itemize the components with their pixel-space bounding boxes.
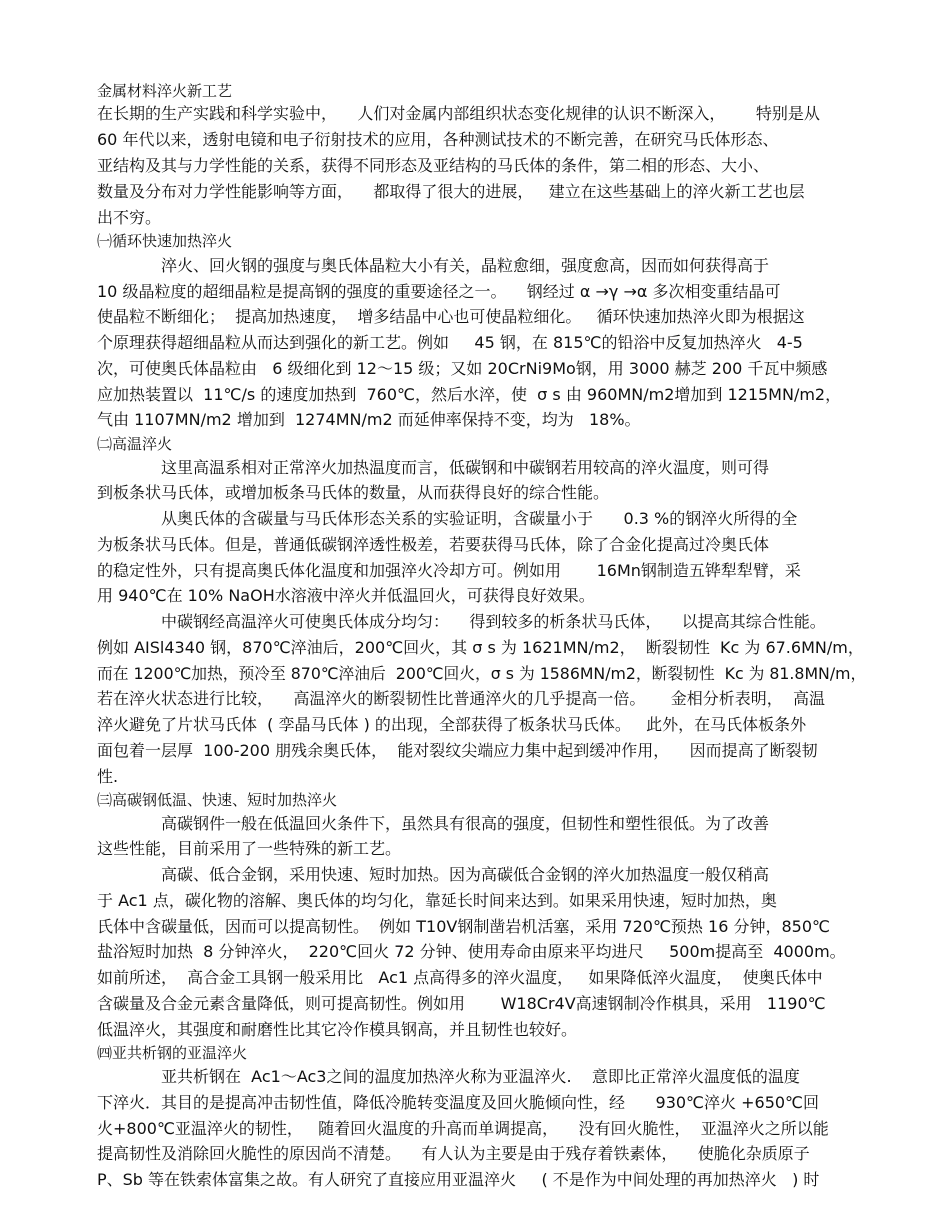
- body-line: 到板条状马氏体，或增加板条马氏体的数量，从而获得良好的综合性能。: [97, 483, 610, 502]
- body-line: 为板条状马氏体。但是，普通低碳钢淬透性极差，若要获得马氏体，除了合金化提高过冷奥氏体: [97, 535, 770, 554]
- intro-line: 亚结构及其与力学性能的关系，获得不同形态及亚结构的马氏体的条件，第二相的形态、大小、: [97, 156, 770, 175]
- body-line: 亚共析钢在 Ac1～Ac3之间的温度加热淬火称为亚温淬火. 意即比正常淬火温度低的温度: [161, 1067, 800, 1086]
- document-title: 金属材料淬火新工艺: [97, 82, 233, 100]
- body-line: P、Sb 等在铁索体富集之故。有人研究了直接应用亚温淬火 ( 不是作为中间处理的再加热淬火 ) 时: [97, 1170, 820, 1189]
- body-line: 淬火避免了片状马氏体 ( 孪晶马氏体 ) 的出现，全部获得了板条状马氏体。 此外，在马氏体板条外: [97, 715, 807, 734]
- section-heading: ㈣亚共析钢的亚温淬火: [97, 1044, 248, 1062]
- body-line: 例如 AISl4340 钢，870℃淬油后，200℃回火，其 σ s 为 1621MN/m2， 断裂韧性 Kc 为 67.6MN/m，: [97, 638, 864, 657]
- body-line: 提高韧性及消除回火脆性的原因尚不清楚。 有人认为主要是由于残存着铁素体， 使脆化杂质原子: [97, 1144, 810, 1163]
- body-line: 而在 1200℃加热，预冷至 870℃淬油后 200℃回火，σ s 为 1586MN/m2，断裂韧性 Kc 为 81.8MN/m，: [97, 664, 867, 683]
- body-line: 气由 1107MN/m2 增加到 1274MN/m2 而延伸率保持不变，均为 18%。: [97, 410, 641, 429]
- body-line: 性.: [97, 767, 119, 786]
- body-line: 下淬火．其目的是提高冲击韧性值，降低冷脆转变温度及回火脆倾向性，经 930℃淬火 +650℃回: [97, 1093, 820, 1112]
- body-line: 10 级晶粒度的超细晶粒是提高钢的强度的重要途径之一。 钢经过 α →γ →α 多次相变重结晶可: [97, 282, 781, 301]
- body-line: 这里高温系相对正常淬火加热温度而言，低碳钢和中碳钢若用较高的淬火温度，则可得: [161, 458, 770, 477]
- body-line: 从奥氏体的含碳量与马氏体形态关系的实验证明，含碳量小于 0.3 %的钢淬火所得的全: [161, 509, 798, 528]
- body-line: 应加热装置以 11℃/s 的速度加热到 760℃，然后水淬，使 σ s 由 960MN/m2增加到 1215MN/m2，: [97, 385, 842, 404]
- body-line: 面包着一层厚 100-200 朋残余奥氏体， 能对裂纹尖端应力集中起到缓冲作用， 因而提高了断裂韧: [97, 741, 818, 760]
- body-line: 如前所述， 高合金工具钢一般采用比 Ac1 点高得多的淬火温度， 如果降低淬火温度， 使奥氏体中: [97, 968, 823, 987]
- body-line: 含碳量及合金元素含量降低，则可提高韧性。例如用 W18Cr4V高速钢制冷作棋具，采用 1190℃: [97, 994, 826, 1013]
- body-line: 的稳定性外，只有提高奥氏体化温度和加强淬火冷却方可。例如用 16Mn钢制造五铧犁犁臂，采: [97, 561, 801, 580]
- body-line: 次，可使奥氏体晶粒由 6 级细化到 12～15 级；又如 20CrNi9Mo钢，用 3000 赫芝 200 千瓦中频感: [97, 359, 828, 378]
- body-line: 于 Ac1 点，碳化物的溶解、奥氏体的均匀化，靠延长时间来达到。如果采用快速，短时加热，奥: [97, 891, 777, 910]
- body-line: 用 940℃在 10% NaOH水溶液中淬火并低温回火，可获得良好效果。: [97, 586, 595, 605]
- intro-line: 在长期的生产实践和科学实验中， 人们对金属内部组织状态变化规律的认识不断深入， 特别是从: [97, 104, 820, 123]
- body-line: 盐浴短时加热 8 分钟淬火， 220℃回火 72 分钟、使用寿命由原来平均进尺 500m提高至 4000m。: [97, 942, 846, 961]
- body-line: 若在淬火状态进行比较， 高温淬火的断裂韧性比普通淬火的几乎提高一倍。 金相分析表明， 高温: [97, 689, 825, 708]
- body-line: 氏体中含碳量低，因而可以提高韧性。 例如 T10V钢制凿岩机活塞，采用 720℃预热 16 分钟，850℃: [97, 917, 830, 936]
- body-line: 高碳、低合金钢，采用快速、短时加热。因为高碳低合金钢的淬火加热温度一般仅稍高: [161, 865, 770, 884]
- body-line: 个原理获得超细晶粒从而达到强化的新工艺。例如 45 钢，在 815℃的铅浴中反复加热淬火 4-5: [97, 333, 803, 352]
- body-line: 火+800℃亚温淬火的韧性， 随着回火温度的升高而单调提高， 没有回火脆性， 亚温淬火之所以能: [97, 1119, 829, 1138]
- section-heading: ㈠循环快速加热淬火: [97, 232, 233, 250]
- section-heading: ㈢高碳钢低温、快速、短时加热淬火: [97, 791, 338, 809]
- intro-line: 出不穷。: [97, 208, 162, 227]
- intro-line: 60 年代以来，透射电镜和电子衍射技术的应用，各种测试技术的不断完善，在研究马氏体形态、: [97, 130, 779, 149]
- body-line: 淬火、回火钢的强度与奥氏体晶粒大小有关，晶粒愈细，强度愈高，因而如何获得高于: [161, 256, 770, 275]
- body-line: 中碳钢经高温淬火可使奥氏体成分均匀： 得到较多的析条状马氏体， 以提高其综合性能。: [161, 612, 826, 631]
- body-line: 这些性能，目前采用了一些特殊的新工艺。: [97, 839, 402, 858]
- body-line: 高碳钢件一般在低温回火条件下，虽然具有很高的强度，但韧性和塑性很低。为了改善: [161, 814, 770, 833]
- body-line: 使晶粒不断细化； 提高加热速度， 增多结晶中心也可使晶粒细化。 循环快速加热淬火即为根据这: [97, 307, 805, 326]
- body-line: 低温淬火，其强度和耐磨性比其它冷作模具钢高，并且韧性也较好。: [97, 1020, 578, 1039]
- intro-line: 数量及分布对力学性能影响等方面， 都取得了很大的进展， 建立在这些基础上的淬火新工艺也层: [97, 182, 805, 201]
- section-heading: ㈡高温淬火: [97, 435, 173, 453]
